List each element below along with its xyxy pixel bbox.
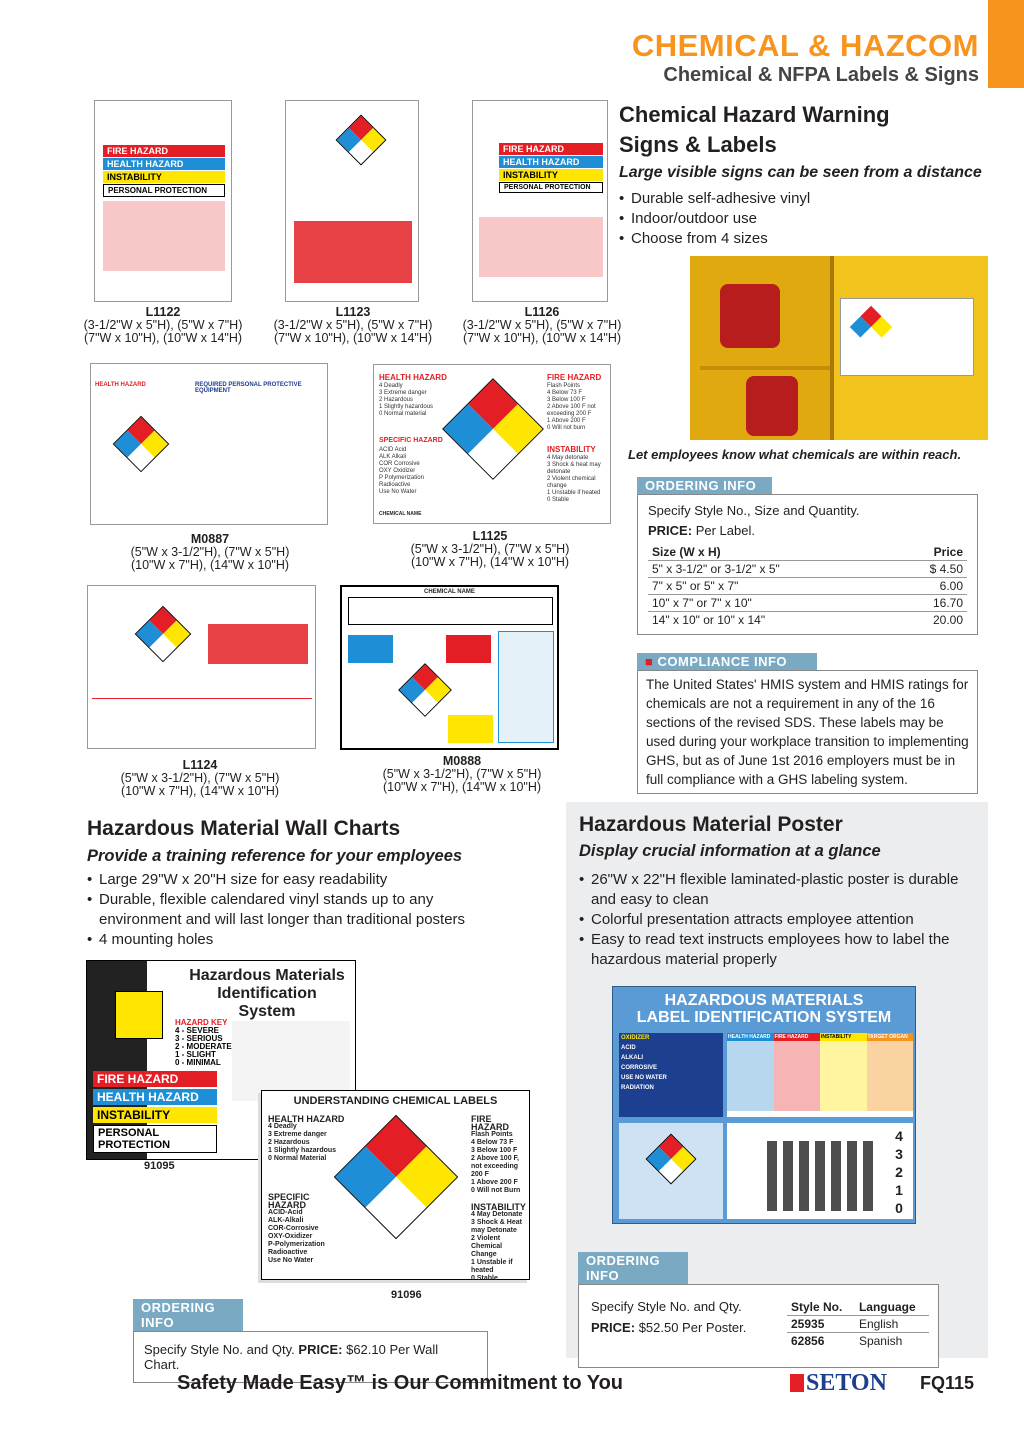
caption-l1124 xyxy=(100,759,300,798)
list-item: • Durable, flexible calendared vinyl stands up to any environment and will last longer than traditional posters xyxy=(85,890,505,930)
sizes-line: (3-1/2"W x 5"H), (5"W x 7"H) xyxy=(462,318,622,332)
product-image-l1124 xyxy=(87,585,316,749)
brand-name: SETON xyxy=(806,1370,887,1396)
list-item: • Easy to read text instructs employees how to label the hazardous material properly xyxy=(577,930,977,970)
hazard-key: HAZARD KEY 4 - SEVERE 3 - SERIOUS 2 - MODERATE 1 - SLIGHT 0 - MINIMAL xyxy=(175,1018,232,1067)
caption-l1125 xyxy=(390,530,590,569)
ppe-checklist xyxy=(498,631,554,743)
page-title: CHEMICAL & HAZCOM xyxy=(631,28,979,63)
table-cell: 14" x 10" or 10" x 14" xyxy=(652,613,766,627)
fire-hazard-label: FIRE HAZARD xyxy=(547,373,602,382)
product-image-l1126 xyxy=(472,100,608,302)
sizes-line: (10"W x 7"H), (14"W x 10"H) xyxy=(130,558,290,572)
instability-label: INSTABILITY xyxy=(547,445,596,454)
sizes-line: (7"W x 10"H), (10"W x 14"H) xyxy=(83,331,243,345)
ppe-grid xyxy=(479,217,603,277)
page-subtitle: Chemical & NFPA Labels & Signs xyxy=(663,64,979,86)
list-item: • Colorful presentation attracts employee attention xyxy=(577,910,977,930)
ordering-instruction: Specify Style No., Size and Quantity. xyxy=(648,503,860,518)
table-cell: 25935 xyxy=(787,1316,855,1333)
ppe-bar: PERSONAL PROTECTION xyxy=(93,1125,217,1153)
health-hazard-bar: HEALTH HAZARD xyxy=(93,1089,217,1105)
poster-bullets xyxy=(577,870,977,970)
table-cell: Spanish xyxy=(858,1334,903,1348)
chart-style-number-91096: 91096 xyxy=(391,1289,422,1301)
chart-style-number-91095: 91095 xyxy=(144,1160,175,1172)
routes-grid xyxy=(92,698,312,744)
specific-codes: ACID Acid ALK Alkali COR Corrosive OXY Oxidizer P Polymerization Radioactive Use No Water xyxy=(379,447,424,495)
ppe-heading: REQUIRED PERSONAL PROTECTIVE EQUIPMENT xyxy=(195,382,302,394)
sizes-line: (7"W x 10"H), (10"W x 14"H) xyxy=(273,331,433,345)
nfpa-diamond xyxy=(135,606,192,663)
photo-caption: Let employees know what chemicals are within reach. xyxy=(628,447,962,462)
chart-text-block xyxy=(232,1021,350,1101)
health-hazard-bar: HEALTH HAZARD xyxy=(103,158,225,170)
style-number: L1125 xyxy=(472,529,508,543)
product-image-m0887 xyxy=(90,363,328,525)
list-item: • 4 mounting holes xyxy=(85,930,505,950)
table-cell: $ 4.50 xyxy=(892,561,967,578)
ppe-bar: PERSONAL PROTECTION xyxy=(499,182,603,193)
product-image-l1122 xyxy=(94,100,232,302)
price-text: Per Label. xyxy=(695,523,755,538)
sizes-line: (3-1/2"W x 5"H), (5"W x 7"H) xyxy=(273,318,433,332)
sizes-line: (10"W x 7"H), (14"W x 10"H) xyxy=(382,780,542,794)
column-header: Language xyxy=(855,1299,929,1316)
table-cell: 10" x 7" or 7" x 10" xyxy=(648,595,892,612)
health-hazard-label: HEALTH HAZARD xyxy=(379,373,447,382)
ordering-info-box xyxy=(637,477,978,635)
poster-title: Hazardous Material Poster xyxy=(579,813,843,836)
ppe-grid xyxy=(294,221,412,283)
ordering-text: Specify Style No. and Qty. PRICE: $62.10 Per Wall Chart. xyxy=(133,1331,488,1383)
ordering-text: Specify Style No. and Qty. xyxy=(591,1299,742,1314)
price-table xyxy=(648,544,967,628)
product-image-l1123 xyxy=(285,100,419,302)
bucket-photo xyxy=(115,991,163,1039)
health-hazard-bar: HEALTH HAZARD xyxy=(499,156,603,168)
fire-levels: Flash Points 4 Below 73 F 3 Below 100 F 2 Above 100 F not exceeding 200 F 1 Above 200 F 0 Will not burn xyxy=(547,383,596,431)
ppe-bar: PERSONAL PROTECTION xyxy=(103,184,225,197)
compliance-head-text: COMPLIANCE INFO xyxy=(657,654,788,669)
nfpa-diamond xyxy=(334,1115,458,1239)
index-ratings-panel: HEALTH HAZARD FIRE HAZARD INSTABILITY TARGET ORGAN xyxy=(727,1033,913,1117)
list-item: • 26"W x 22"H flexible laminated-plastic poster is durable and easy to clean xyxy=(577,870,977,910)
section-tab xyxy=(988,0,1024,88)
sizes-line: (3-1/2"W x 5"H), (5"W x 7"H) xyxy=(83,318,243,332)
chemical-name-field xyxy=(348,597,553,625)
section-title-2: Signs & Labels xyxy=(619,132,777,157)
seton-logo xyxy=(790,1370,887,1397)
table-cell: 5" x 3-1/2" or 3-1/2" x 5" xyxy=(648,561,892,578)
poster-ordering-body xyxy=(578,1284,939,1368)
compliance-head: ■ COMPLIANCE INFO xyxy=(637,653,817,670)
style-number: L1123 xyxy=(335,305,371,319)
poster-image xyxy=(612,986,916,1224)
caption-l1123 xyxy=(258,306,448,345)
specific-hazard-text: SPECIFIC HAZARD ACID-Acid ALK-Alkali COR-Corrosive OXY-Oxidizer P-Polymerization Radioactive Use No Water xyxy=(268,1192,325,1264)
instability-bar: INSTABILITY xyxy=(103,171,225,183)
fire-panel xyxy=(446,635,491,663)
nfpa-diamond xyxy=(113,416,170,473)
caption-m0888 xyxy=(362,755,562,794)
style-number: L1122 xyxy=(145,305,181,319)
specific-hazard-label: SPECIFIC HAZARD xyxy=(379,437,443,444)
compliance-text: The United States' HMIS system and HMIS ratings for chemicals are not a requirement in any of the 16 sections of the revised SDS. These labels may be used during your workplace transition to implementing GHS, but as of June 1st 2016 employers must be in full compliance with a GHS labeling system. xyxy=(637,670,978,794)
style-number: M0887 xyxy=(190,532,230,546)
fire-hazard-bar: FIRE HAZARD xyxy=(93,1071,217,1087)
seton-logo-mark xyxy=(790,1374,804,1392)
health-hazard-text: HEALTH HAZARD 4 Deadly 3 Extreme danger 2 Hazardous 1 Slightly hazardous 0 Normal Material xyxy=(268,1114,345,1162)
column-header: Style No. xyxy=(787,1299,855,1316)
fire-hazard-bar: FIRE HAZARD xyxy=(499,143,603,155)
poster-image-title: HAZARDOUS MATERIALS LABEL IDENTIFICATION SYSTEM xyxy=(636,992,892,1026)
list-item: • Durable self-adhesive vinyl xyxy=(617,189,810,209)
column-header: Price xyxy=(892,544,967,561)
poster-style-table xyxy=(787,1299,929,1349)
style-number: L1126 xyxy=(524,305,560,319)
instability-bar: INSTABILITY xyxy=(499,169,603,181)
column-header: Size (W x H) xyxy=(648,544,892,561)
wall-charts-subtitle: Provide a training reference for your employees xyxy=(87,847,463,865)
chemical-name-label: CHEMICAL NAME xyxy=(379,511,422,517)
price-text: $52.50 Per Poster. xyxy=(638,1320,747,1335)
instability-levels: 4 May detonate 3 Shock & heat may detonate 2 Violent chemical change 1 Unstable if heated 0 Stable xyxy=(547,455,601,503)
wall-charts-bullets xyxy=(85,870,505,950)
table-cell: 62856 xyxy=(791,1334,825,1348)
product-image-m0888 xyxy=(340,585,559,750)
style-number: M0888 xyxy=(442,754,482,768)
table-cell: English xyxy=(855,1316,929,1333)
example-panel xyxy=(619,1123,723,1219)
poster-subtitle: Display crucial information at a glance xyxy=(579,842,881,860)
table-cell: 6.00 xyxy=(892,578,967,595)
wall-chart-91096 xyxy=(261,1090,530,1280)
table-cell: 7" x 5" or 5" x 7" xyxy=(648,578,892,595)
wall-charts-title: Hazardous Material Wall Charts xyxy=(87,817,401,840)
feature-list xyxy=(617,189,810,249)
table-cell: 16.70 xyxy=(892,595,967,612)
cabinet-photo xyxy=(690,256,988,440)
price-label: PRICE: xyxy=(591,1320,636,1335)
health-fire-heading: HEALTH HAZARD xyxy=(95,382,146,388)
price-label: PRICE: xyxy=(648,523,693,538)
classification-panel: OXIDIZER ACID ALKALI CORROSIVE USE NO WATER RADIATION xyxy=(619,1033,723,1117)
fire-hazard-text: FIRE HAZARD Flash Points 4 Below 73 F 3 Below 100 F 2 Above 100 F, not exceeding 200 F 1 Above 200 F 0 Will not Burn xyxy=(471,1114,521,1194)
sizes-line: (10"W x 7"H), (14"W x 10"H) xyxy=(120,784,280,798)
fire-hazard-bar: FIRE HAZARD xyxy=(103,145,225,157)
caption-l1122 xyxy=(68,306,258,345)
sizes-line: (5"W x 3-1/2"H), (7"W x 5"H) xyxy=(130,545,290,559)
nfpa-diamond xyxy=(442,378,544,480)
ppe-grid xyxy=(208,624,308,664)
list-item: • Choose from 4 sizes xyxy=(617,229,810,249)
health-levels: 4 Deadly 3 Extreme danger 2 Hazardous 1 Slightly hazardous 0 Normal material xyxy=(379,383,434,417)
ordering-info-head: ORDERING INFO xyxy=(133,1299,243,1331)
poster-ordering-box xyxy=(578,1252,939,1368)
chemical-name-heading: CHEMICAL NAME xyxy=(424,589,475,595)
wall-chart-ordering-box xyxy=(133,1299,488,1383)
list-item: • Indoor/outdoor use xyxy=(617,209,810,229)
nfpa-diamond xyxy=(336,115,386,165)
instability-bar: INSTABILITY xyxy=(93,1107,217,1123)
table-cell: 20.00 xyxy=(932,613,963,627)
chart-title: UNDERSTANDING CHEMICAL LABELS xyxy=(293,1095,498,1107)
section-title: Chemical Hazard Warning xyxy=(619,102,890,127)
sizes-line: (10"W x 7"H), (14"W x 10"H) xyxy=(410,555,570,569)
ordering-info-head: ORDERING INFO xyxy=(578,1252,688,1284)
instability-text: INSTABILITY 4 May Detonate 3 Shock & Heat may Detonate 2 Violent Chemical Change 1 Unstable if heated 0 Stable xyxy=(471,1202,526,1282)
caption-l1126 xyxy=(447,306,637,345)
chart-title: Hazardous Materials Identification System xyxy=(189,967,345,1020)
instability-panel xyxy=(448,715,493,743)
ppe-grid xyxy=(103,201,225,271)
sizes-line: (7"W x 10"H), (10"W x 14"H) xyxy=(462,331,622,345)
rating-numbers: 4 3 2 1 0 xyxy=(895,1128,903,1216)
sizes-line: (5"W x 3-1/2"H), (7"W x 5"H) xyxy=(410,542,570,556)
ordering-info-head: ORDERING INFO xyxy=(637,477,772,494)
style-number: L1124 xyxy=(182,758,218,772)
nfpa-diamond xyxy=(398,663,452,717)
compliance-box xyxy=(637,653,978,794)
sizes-line: (5"W x 3-1/2"H), (7"W x 5"H) xyxy=(120,771,280,785)
list-item: • Large 29"W x 20"H size for easy readability xyxy=(85,870,505,890)
page-number: FQ115 xyxy=(920,1373,975,1393)
ppe-panel xyxy=(727,1123,913,1219)
footer-slogan: Safety Made Easy™ is Our Commitment to You xyxy=(177,1372,624,1394)
health-panel xyxy=(348,635,393,663)
sizes-line: (5"W x 3-1/2"H), (7"W x 5"H) xyxy=(382,767,542,781)
product-image-l1125 xyxy=(373,364,611,524)
section-subtitle: Large visible signs can be seen from a distance xyxy=(619,164,982,181)
caption-m0887 xyxy=(110,533,310,572)
